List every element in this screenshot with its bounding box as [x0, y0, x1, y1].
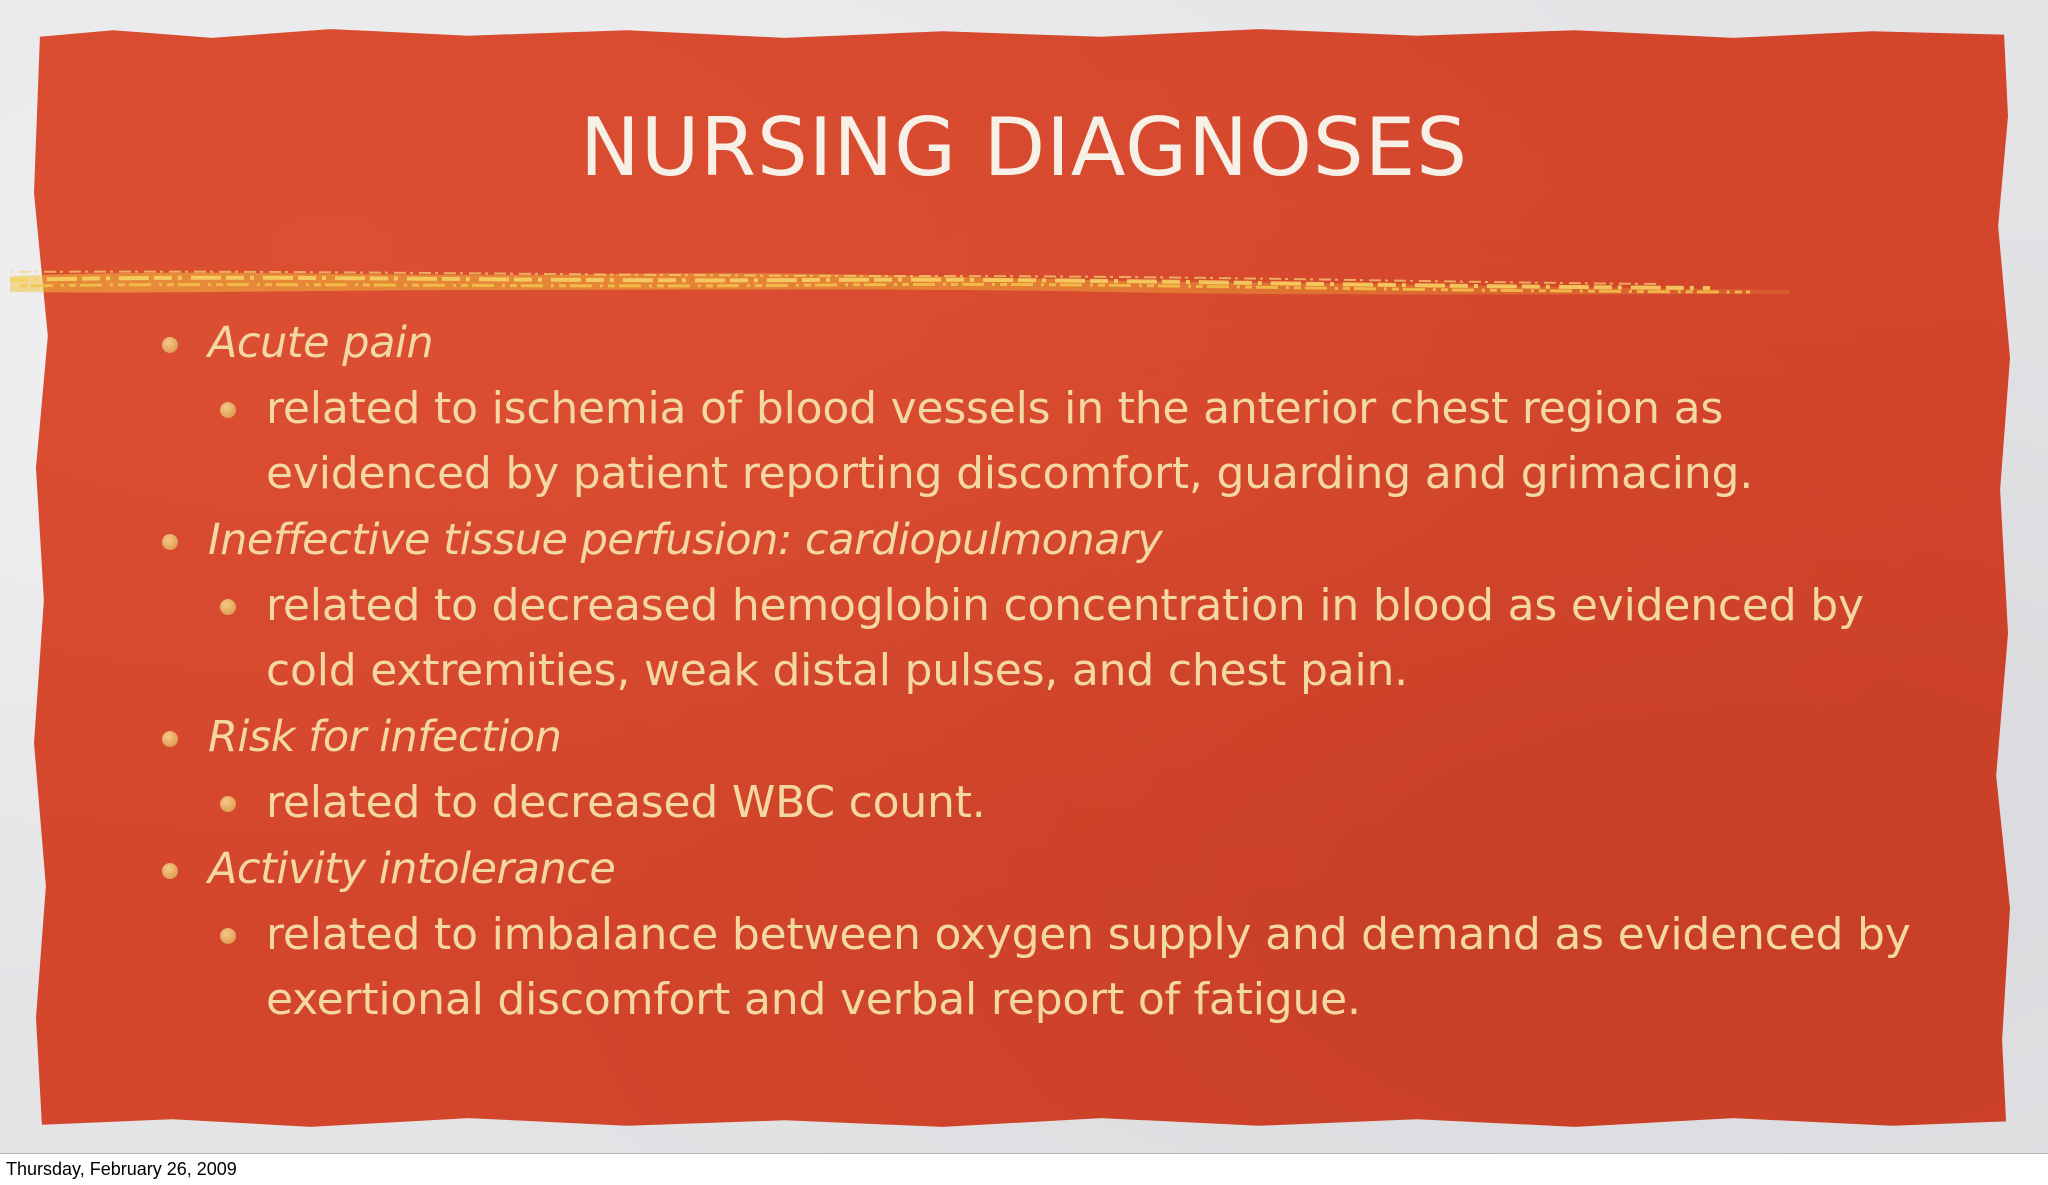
- diagnosis-label: Acute pain: [208, 318, 434, 368]
- diagnosis-label: Risk for infection: [208, 712, 562, 762]
- diagnosis-label: Ineffective tissue perfusion: cardiopulmonary: [208, 515, 1163, 565]
- print-footer: [0, 1153, 2048, 1185]
- diagnosis-detail: related to decreased WBC count.: [266, 777, 986, 828]
- bullet-icon: [162, 337, 178, 353]
- bullet-icon: [162, 534, 178, 550]
- bullet-icon: [220, 599, 236, 615]
- footer-date: Thursday, February 26, 2009: [6, 1159, 237, 1179]
- bullet-icon: [162, 731, 178, 747]
- diagnosis-label: Activity intolerance: [208, 844, 616, 894]
- bullet-icon: [162, 863, 178, 879]
- bullet-icon: [220, 796, 236, 812]
- diagnosis-detail: cold extremities, weak distal pulses, and chest pain.: [266, 645, 1408, 696]
- diagnosis-detail: evidenced by patient reporting discomfort, guarding and grimacing.: [266, 448, 1754, 499]
- diagnosis-detail: related to ischemia of blood vessels in the anterior chest region as: [266, 383, 1724, 434]
- bullet-icon: [220, 402, 236, 418]
- slide-title: NURSING DIAGNOSES: [579, 101, 1469, 194]
- diagnosis-detail: related to decreased hemoglobin concentration in blood as evidenced by: [266, 580, 1864, 631]
- bullet-icon: [220, 928, 236, 944]
- diagnosis-detail: exertional discomfort and verbal report of fatigue.: [266, 974, 1361, 1025]
- diagnosis-detail: related to imbalance between oxygen supply and demand as evidenced by: [266, 909, 1911, 960]
